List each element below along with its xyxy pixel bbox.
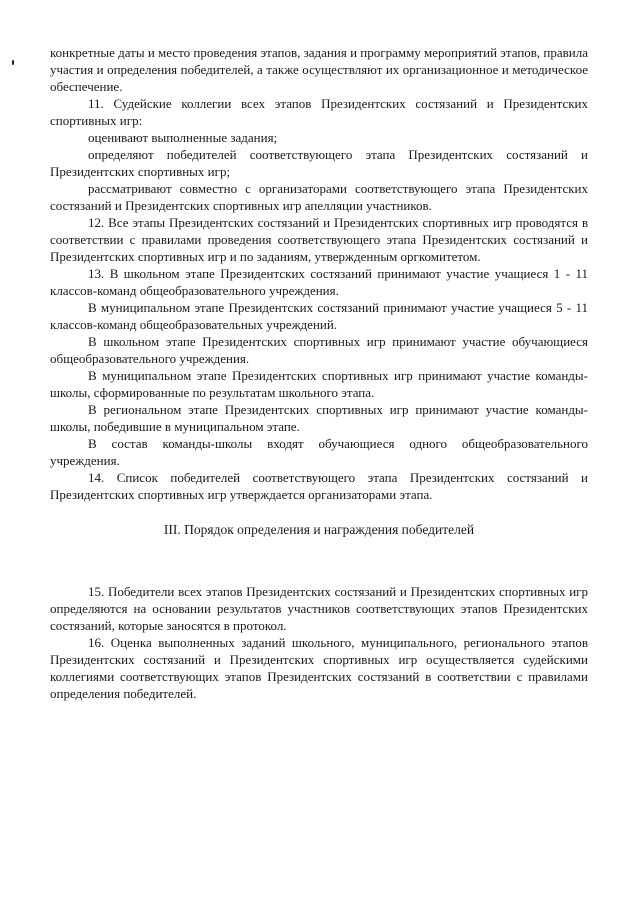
- paragraph-11-item-3: рассматривают совместно с организаторами соответствующего этапа Президентских состязаний и Президентских спортивных игр апелляции участников.: [50, 181, 588, 213]
- paragraph-13-school-games: В школьном этапе Президентских спортивных игр принимают участие обучающиеся общеобразовательного учреждения.: [50, 334, 588, 366]
- paragraph-11-item-2: определяют победителей соответствующего этапа Президентских состязаний и Президентских спортивных игр;: [50, 147, 588, 179]
- paragraph-12: 12. Все этапы Президентских состязаний и Президентских спортивных игр проводятся в соответствии с правилами проведения соответствующего этапа Президентских состязаний и Президентских спортивных игр и по заданиям, утвержденным оргкомитетом.: [50, 215, 588, 264]
- paragraph-13: 13. В школьном этапе Президентских состязаний принимают участие учащиеся 1 - 11 классов-команд общеобразовательного учреждения.: [50, 266, 588, 298]
- paragraph-16: 16. Оценка выполненных заданий школьного, муниципального, регионального этапов Президентских состязаний и Президентских спортивных игр осуществляется судейскими коллегиями соответствующих этапов Президентских состязаний в соответствии с правилами определения победителей.: [50, 635, 588, 701]
- paragraph-13-municipal: В муниципальном этапе Президентских состязаний принимают участие учащиеся 5 - 11 классов-команд общеобразовательных учреждений.: [50, 300, 588, 332]
- paragraph-continuation: конкретные даты и место проведения этапов, задания и программу мероприятий этапов, правила участия и определения победителей, а также осуществляют их организационное и методическое обеспечение.: [50, 45, 588, 94]
- document-body: [50, 44, 588, 702]
- paragraph-15: 15. Победители всех этапов Президентских состязаний и Президентских спортивных игр определяются на основании результатов участников соответствующих этапов Президентских состязаний, которые заносятся в протокол.: [50, 584, 588, 633]
- section-heading: III. Порядок определения и награждения победителей: [163, 522, 475, 537]
- paragraph-11-item-1: оценивают выполненные задания;: [88, 130, 278, 145]
- paragraph-13-municipal-games: В муниципальном этапе Президентских спортивных игр принимают участие команды-школы, сформированные по результатам школьного этапа.: [50, 368, 588, 400]
- paragraph-14: 14. Список победителей соответствующего этапа Президентских состязаний и Президентских спортивных игр утверждается организаторами этапа.: [50, 470, 588, 502]
- paragraph-13-team-composition: В состав команды-школы входят обучающиеся одного общеобразовательного учреждения.: [50, 436, 588, 468]
- scan-mark: [12, 60, 14, 65]
- paragraph-11: 11. Судейские коллегии всех этапов Президентских состязаний и Президентских спортивных игр:: [50, 96, 588, 128]
- paragraph-13-regional-games: В региональном этапе Президентских спортивных игр принимают участие команды-школы, победившие в муниципальном этапе.: [50, 402, 588, 434]
